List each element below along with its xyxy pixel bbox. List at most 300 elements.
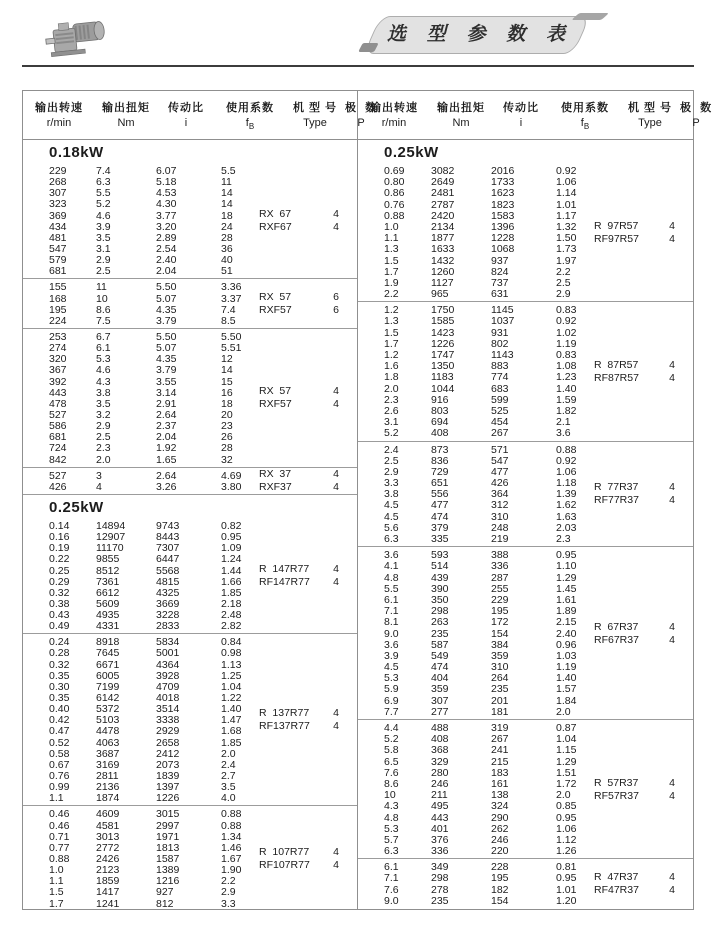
cell-fb: 24 (221, 220, 233, 233)
cell-speed: 0.28 (49, 647, 70, 660)
cell-fb: 0.96 (556, 638, 577, 651)
cell-torque: 1260 (431, 265, 455, 278)
cell-speed: 0.35 (49, 692, 70, 705)
type-box (259, 707, 355, 733)
cell-torque: 4478 (96, 725, 120, 738)
table-row (358, 511, 693, 522)
table-row (358, 327, 693, 338)
type-box (594, 620, 691, 646)
cell-ratio: 262 (491, 822, 509, 835)
cell-torque: 349 (431, 861, 449, 874)
gearmotor-illustration (40, 14, 112, 62)
cell-speed: 9.0 (384, 894, 399, 907)
type-label: R 77R37 (594, 481, 639, 494)
type-label: R 137R77 (259, 707, 310, 720)
cell-torque: 8512 (96, 564, 120, 577)
cell-torque: 2426 (96, 853, 120, 866)
cell-ratio: 1.65 (156, 453, 177, 466)
table-row (23, 364, 357, 375)
cell-speed: 0.32 (49, 658, 70, 671)
cell-torque: 4581 (96, 819, 120, 832)
cell-torque: 4609 (96, 808, 120, 821)
column-label-sub: B (248, 122, 255, 132)
cell-torque: 5372 (96, 703, 120, 716)
table-row (23, 442, 357, 453)
cell-speed: 6.1 (384, 861, 399, 874)
cell-speed: 1.1 (384, 232, 399, 245)
cell-fb: 1.40 (556, 382, 577, 395)
cell-torque: 1750 (431, 304, 455, 317)
pole-value: 4 (333, 720, 339, 733)
type-line (594, 789, 691, 802)
cell-speed: 1.7 (384, 337, 399, 350)
cell-ratio: 3514 (156, 703, 180, 716)
column-header-0 (23, 99, 95, 131)
cell-fb: 1.04 (556, 733, 577, 746)
cell-speed: 2.6 (384, 404, 399, 417)
cell-ratio: 3928 (156, 669, 180, 682)
cell-fb: 0.88 (221, 819, 242, 832)
cell-torque: 2.9 (96, 254, 111, 267)
cell-fb: 18 (221, 397, 233, 410)
cell-ratio: 824 (491, 265, 509, 278)
cell-fb: 20 (221, 408, 233, 421)
cell-fb: 1.85 (221, 736, 242, 749)
cell-speed: 547 (49, 242, 67, 255)
pole-value: 4 (669, 371, 675, 384)
cell-torque: 3013 (96, 830, 120, 843)
cell-torque: 280 (431, 766, 449, 779)
cell-fb: 1.13 (221, 658, 242, 671)
type-label: RXF57 (259, 398, 292, 411)
cell-fb: 1.47 (221, 714, 242, 727)
cell-fb: 5.5 (221, 165, 236, 177)
cell-ratio: 182 (491, 883, 509, 896)
cell-torque: 1241 (96, 897, 120, 909)
cell-speed: 0.99 (49, 781, 70, 794)
column-header-1 (430, 99, 492, 131)
pole-value: 6 (333, 291, 339, 304)
cell-torque: 7361 (96, 575, 120, 588)
cell-speed: 0.76 (49, 770, 70, 783)
cell-torque: 1350 (431, 360, 455, 373)
cell-speed: 0.69 (384, 165, 405, 177)
cell-ratio: 2.91 (156, 397, 177, 410)
cell-ratio: 312 (491, 499, 509, 512)
table-row (23, 792, 357, 803)
power-section (23, 494, 357, 909)
cell-ratio: 201 (491, 694, 509, 707)
cell-ratio: 195 (491, 872, 509, 885)
cell-torque: 336 (431, 845, 449, 858)
cell-fb: 1.34 (221, 830, 242, 843)
cell-speed: 5.2 (384, 733, 399, 746)
column-label-en: Type (303, 116, 327, 129)
table-row (23, 454, 357, 465)
type-line (259, 398, 355, 411)
cell-speed: 0.67 (49, 758, 70, 771)
cell-speed: 2.4 (384, 443, 399, 456)
cell-ratio: 248 (491, 521, 509, 534)
cell-torque: 4331 (96, 620, 120, 633)
cell-torque: 2.5 (96, 265, 111, 278)
cell-torque: 5103 (96, 714, 120, 727)
cell-torque: 10 (96, 292, 108, 305)
cell-ratio: 310 (491, 661, 509, 674)
cell-ratio: 1813 (156, 841, 180, 854)
cell-torque: 1877 (431, 232, 455, 245)
table-row (23, 670, 357, 681)
cell-fb: 1.19 (556, 661, 577, 674)
type-line (594, 494, 691, 507)
table-row (358, 405, 693, 416)
type-label: RF87R57 (594, 371, 639, 384)
table-row (358, 455, 693, 466)
cell-torque: 329 (431, 755, 449, 768)
cell-ratio: 683 (491, 382, 509, 395)
column-label-en: r/min (381, 116, 407, 129)
cell-ratio: 1587 (156, 853, 180, 866)
cell-torque: 6005 (96, 669, 120, 682)
cell-ratio: 287 (491, 571, 509, 584)
cell-fb: 1.59 (556, 393, 577, 406)
cell-torque: 9855 (96, 553, 120, 566)
cell-torque: 1432 (431, 254, 455, 267)
cell-ratio: 215 (491, 755, 509, 768)
cell-torque: 1423 (431, 326, 455, 339)
cell-fb: 1.89 (556, 605, 577, 618)
cell-speed: 5.3 (384, 822, 399, 835)
cell-ratio: 154 (491, 627, 509, 640)
spec-table (22, 90, 713, 910)
cell-ratio: 3228 (156, 609, 180, 622)
table-row (358, 695, 693, 706)
table-row (358, 845, 693, 856)
cell-speed: 7.1 (384, 605, 399, 618)
type-line (259, 221, 355, 234)
cell-torque: 916 (431, 393, 449, 406)
cell-ratio: 4.35 (156, 353, 177, 366)
table-row (23, 609, 357, 620)
table-row (23, 620, 357, 631)
cell-speed: 3.3 (384, 477, 399, 490)
table-row (358, 255, 693, 266)
type-label: RF47R37 (594, 884, 639, 897)
cell-speed: 1.0 (49, 864, 64, 877)
cell-fb: 2.9 (221, 886, 236, 899)
cell-speed: 426 (49, 480, 67, 493)
column-label-en: i (519, 116, 523, 129)
cell-torque: 277 (431, 705, 449, 718)
pole-value: 4 (669, 789, 675, 802)
pole-value: 4 (669, 871, 675, 884)
cell-ratio: 1623 (491, 187, 515, 200)
cell-torque: 6.3 (96, 176, 111, 189)
cell-ratio: 290 (491, 811, 509, 824)
cell-fb: 1.14 (556, 187, 577, 200)
cell-fb: 51 (221, 265, 233, 278)
cell-fb: 1.90 (221, 864, 242, 877)
pole-value: 4 (333, 576, 339, 589)
cell-ratio: 310 (491, 510, 509, 523)
cell-torque: 6671 (96, 658, 120, 671)
table-row (23, 431, 357, 442)
cell-speed: 0.47 (49, 725, 70, 738)
table-row (358, 394, 693, 405)
cell-fb: 36 (221, 242, 233, 255)
cell-ratio: 3.77 (156, 209, 177, 222)
cell-speed: 0.76 (384, 198, 405, 211)
cell-fb: 2.18 (221, 597, 242, 610)
cell-torque: 514 (431, 560, 449, 573)
cell-speed: 1.8 (384, 371, 399, 384)
cell-ratio: 1583 (491, 209, 515, 222)
cell-torque: 211 (431, 789, 448, 802)
type-line (259, 720, 355, 733)
cell-fb: 0.92 (556, 315, 577, 328)
cell-fb: 2.03 (556, 521, 577, 534)
cell-ratio: 3.79 (156, 364, 177, 377)
cell-speed: 0.32 (49, 586, 70, 599)
cell-ratio: 1037 (491, 315, 515, 328)
table-row (358, 277, 693, 288)
type-label: R 87R57 (594, 358, 639, 371)
cell-speed: 0.86 (384, 187, 405, 200)
cell-torque: 1044 (431, 382, 455, 395)
cell-torque: 3.5 (96, 397, 111, 410)
cell-fb: 16 (221, 386, 233, 399)
cell-ratio: 3669 (156, 597, 180, 610)
cell-fb: 14 (221, 364, 233, 377)
pole-value: 4 (669, 358, 675, 371)
table-row (358, 427, 693, 438)
table-row (358, 683, 693, 694)
cell-fb: 1.19 (556, 337, 577, 350)
cell-ratio: 1839 (156, 770, 180, 783)
cell-fb: 32 (221, 453, 233, 466)
cell-ratio: 2.37 (156, 420, 177, 433)
cell-ratio: 937 (491, 254, 509, 267)
cell-torque: 12907 (96, 531, 126, 544)
cell-ratio: 3.20 (156, 220, 177, 233)
cell-ratio: 631 (491, 288, 509, 301)
column-label-cn: 传动比 (503, 101, 539, 114)
table-row (23, 692, 357, 703)
cell-fb: 1.82 (556, 404, 577, 417)
cell-fb: 2.5 (556, 276, 571, 289)
cell-ratio: 1216 (156, 875, 180, 888)
cell-ratio: 3.79 (156, 314, 177, 327)
cell-torque: 474 (431, 661, 449, 674)
cell-fb: 2.2 (556, 265, 571, 278)
table-row (23, 520, 357, 531)
cell-torque: 246 (431, 777, 449, 790)
cell-torque: 1226 (431, 337, 455, 350)
cell-speed: 229 (49, 165, 67, 177)
cell-ratio: 2997 (156, 819, 180, 832)
data-block (358, 301, 693, 440)
data-block (23, 328, 357, 467)
table-row (23, 243, 357, 254)
table-row (358, 416, 693, 427)
cell-torque: 694 (431, 416, 449, 429)
type-line (594, 481, 691, 494)
table-row (358, 823, 693, 834)
cell-ratio: 2412 (156, 747, 180, 760)
cell-speed: 478 (49, 397, 67, 410)
data-block (358, 858, 693, 908)
cell-torque: 5.5 (96, 187, 111, 200)
cell-speed: 2.0 (384, 382, 399, 395)
pole-value: 4 (669, 232, 675, 245)
cell-speed: 0.16 (49, 531, 70, 544)
cell-ratio: 5.07 (156, 292, 177, 305)
cell-speed: 168 (49, 292, 67, 305)
table-row (358, 756, 693, 767)
cell-ratio: 6.07 (156, 165, 177, 177)
column-label-cn: 极 数 (345, 101, 378, 114)
cell-fb: 0.88 (556, 443, 577, 456)
cell-fb: 0.83 (556, 349, 577, 361)
cell-fb: 1.04 (221, 680, 242, 693)
type-label: R 97R57 (594, 219, 639, 232)
cell-fb: 1.24 (221, 553, 242, 566)
cell-speed: 4.5 (384, 510, 399, 523)
table-row (23, 681, 357, 692)
cell-speed: 0.35 (49, 669, 70, 682)
cell-torque: 11170 (96, 542, 124, 555)
cell-fb: 14 (221, 187, 233, 200)
cell-speed: 5.9 (384, 683, 399, 696)
cell-ratio: 4709 (156, 680, 180, 693)
cell-speed: 6.1 (384, 593, 399, 606)
cell-ratio: 5.18 (156, 176, 177, 189)
cell-torque: 4063 (96, 736, 120, 749)
type-label: RF57R37 (594, 789, 639, 802)
type-box (594, 776, 691, 802)
type-line (259, 563, 355, 576)
data-block (23, 518, 357, 633)
cell-ratio: 1228 (491, 232, 515, 245)
cell-fb: 0.81 (556, 861, 577, 874)
cell-speed: 0.58 (49, 747, 70, 760)
cell-torque: 3.5 (96, 231, 111, 244)
cell-torque: 3169 (96, 758, 120, 771)
cell-ratio: 4.35 (156, 303, 177, 316)
table-row (23, 176, 357, 187)
cell-ratio: 2.04 (156, 431, 177, 444)
cell-torque: 307 (431, 694, 449, 707)
cell-fb: 1.39 (556, 488, 577, 501)
column-header-2 (157, 99, 215, 131)
type-label: R 107R77 (259, 846, 310, 859)
cell-speed: 3.1 (384, 416, 399, 429)
cell-fb: 1.12 (556, 833, 577, 846)
table-row (23, 759, 357, 770)
cell-fb: 14 (221, 198, 233, 211)
cell-ratio: 3.55 (156, 375, 177, 388)
type-line (259, 859, 355, 872)
cell-speed: 392 (49, 375, 67, 388)
data-block (23, 163, 357, 278)
cell-speed: 4.5 (384, 661, 399, 674)
table-body-right (358, 140, 693, 909)
cell-ratio: 1971 (156, 830, 180, 843)
cell-torque: 379 (431, 521, 449, 534)
type-box (259, 468, 355, 494)
power-section (23, 140, 357, 494)
pole-value: 4 (669, 481, 675, 494)
cell-ratio: 3.14 (156, 386, 177, 399)
table-row (358, 733, 693, 744)
cell-fb: 3.36 (221, 281, 242, 294)
cell-ratio: 181 (491, 705, 509, 718)
type-label: R 147R77 (259, 563, 310, 576)
type-box (594, 358, 691, 384)
cell-speed: 7.7 (384, 705, 399, 718)
cell-fb: 26 (221, 431, 233, 444)
cell-torque: 965 (431, 288, 449, 301)
column-label-en: $f_B$ (245, 116, 255, 132)
cell-ratio: 219 (491, 533, 509, 545)
cell-ratio: 2833 (156, 620, 180, 633)
cell-ratio: 220 (491, 845, 509, 858)
cell-ratio: 364 (491, 488, 509, 501)
cell-torque: 3.9 (96, 220, 111, 233)
cell-fb: 0.95 (221, 531, 242, 544)
column-header-0 (358, 99, 430, 131)
table-row (23, 808, 357, 819)
column-label-cn: 使用系数 (226, 101, 274, 114)
cell-fb: 2.0 (556, 789, 571, 802)
data-block (23, 467, 357, 494)
type-line (259, 291, 355, 304)
table-row (358, 315, 693, 326)
cell-fb: 5.50 (221, 330, 242, 343)
cell-ratio: 5.07 (156, 342, 177, 355)
type-label: RXF67 (259, 221, 292, 234)
table-row (23, 542, 357, 553)
cell-torque: 6142 (96, 692, 120, 705)
pole-value: 4 (669, 620, 675, 633)
table-row (23, 636, 357, 647)
cell-torque: 7645 (96, 647, 120, 660)
cell-torque: 1633 (431, 243, 455, 256)
cell-fb: 1.63 (556, 510, 577, 523)
cell-speed: 10 (384, 789, 396, 802)
pole-value: 4 (669, 494, 675, 507)
cell-fb: 0.95 (556, 549, 577, 562)
table-row (23, 748, 357, 759)
cell-fb: 0.85 (556, 800, 577, 813)
cell-torque: 2136 (96, 781, 120, 794)
cell-torque: 2420 (431, 209, 455, 222)
cell-ratio: 571 (491, 443, 509, 456)
cell-speed: 8.6 (384, 777, 399, 790)
type-label: RX 37 (259, 468, 292, 481)
cell-ratio: 9743 (156, 519, 180, 532)
cell-torque: 477 (431, 499, 449, 512)
cell-torque: 1585 (431, 315, 455, 328)
cell-speed: 307 (49, 187, 67, 200)
cell-ratio: 1397 (156, 781, 180, 794)
cell-fb: 1.46 (221, 841, 242, 854)
cell-speed: 1.9 (384, 276, 399, 289)
column-label-cn: 传动比 (168, 101, 204, 114)
cell-torque: 593 (431, 549, 449, 562)
table-row (23, 353, 357, 364)
cell-speed: 724 (49, 442, 67, 455)
